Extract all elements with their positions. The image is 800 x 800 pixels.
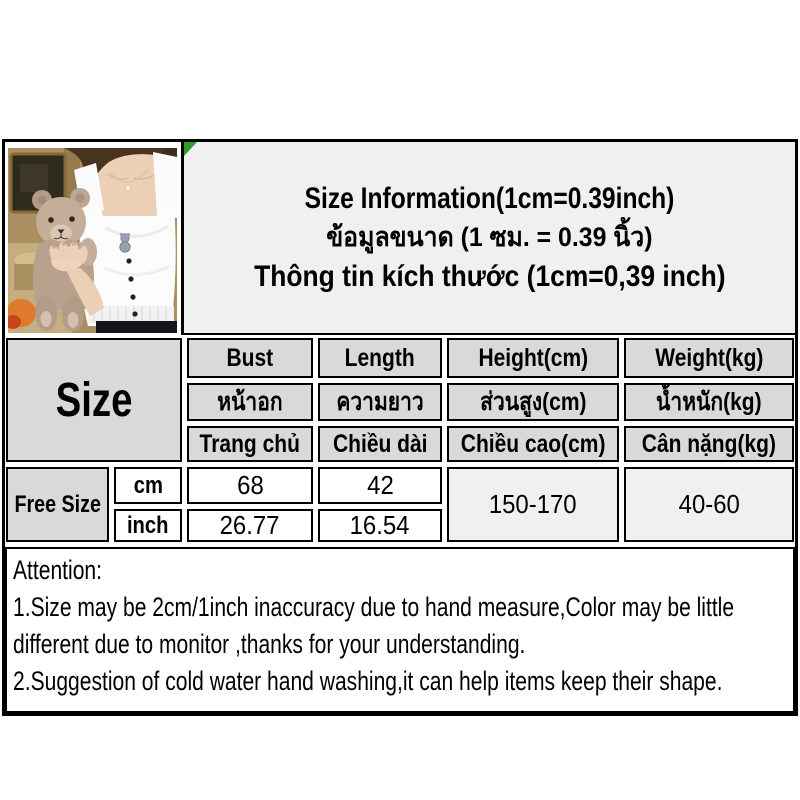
product-photo-cell	[5, 142, 181, 335]
col-header-weight-en: Weight(kg)	[624, 338, 794, 378]
col-header-bust-th: หน้าอก	[187, 383, 313, 421]
col-header-length-th: ความยาว	[318, 383, 442, 421]
unit-label-inch: inch	[114, 509, 182, 542]
attention-line-2: different due to monitor ,thanks for your understanding.	[13, 629, 526, 659]
col-header-weight-th: น้ำหนัก(kg)	[624, 383, 794, 421]
size-corner-cell: Size	[6, 338, 182, 462]
unit-label-cm: cm	[114, 467, 182, 504]
value-length-cm: 42	[318, 467, 442, 504]
size-table	[5, 338, 795, 542]
size-chart-sheet	[2, 139, 798, 716]
product-photo	[8, 148, 177, 333]
col-header-height-vi: Chiều cao(cm)	[447, 426, 619, 462]
green-corner-mark	[184, 142, 197, 156]
value-weight-range: 40-60	[624, 467, 794, 542]
row-label-free-size: Free Size	[6, 467, 109, 542]
attention-heading: Attention:	[13, 555, 102, 585]
col-header-bust-en: Bust	[187, 338, 313, 378]
title-english: Size Information(1cm=0.39inch)	[304, 181, 675, 215]
value-length-inch: 16.54	[318, 509, 442, 542]
title-panel	[181, 142, 795, 335]
attention-line-1: 1.Size may be 2cm/1inch inaccuracy due to hand measure,Color may be little	[13, 592, 735, 622]
attention-line-3: 2.Suggestion of cold water hand washing,it can help items keep their shape.	[13, 666, 723, 696]
top-band	[5, 142, 795, 335]
col-header-weight-vi: Cân nặng(kg)	[624, 426, 794, 462]
attention-panel	[5, 547, 795, 713]
value-height-range: 150-170	[447, 467, 619, 542]
value-bust-inch: 26.77	[187, 509, 313, 542]
col-header-length-vi: Chiều dài	[318, 426, 442, 462]
title-vietnamese: Thông tin kích thước (1cm=0,39 inch)	[253, 259, 726, 293]
col-header-bust-vi: Trang chủ	[187, 426, 313, 462]
col-header-height-th: ส่วนสูง(cm)	[447, 383, 619, 421]
value-bust-cm: 68	[187, 467, 313, 504]
col-header-length-en: Length	[318, 338, 442, 378]
col-header-height-en: Height(cm)	[447, 338, 619, 378]
title-thai: ข้อมูลขนาด (1 ซม. = 0.39 นิ้ว)	[326, 222, 653, 253]
